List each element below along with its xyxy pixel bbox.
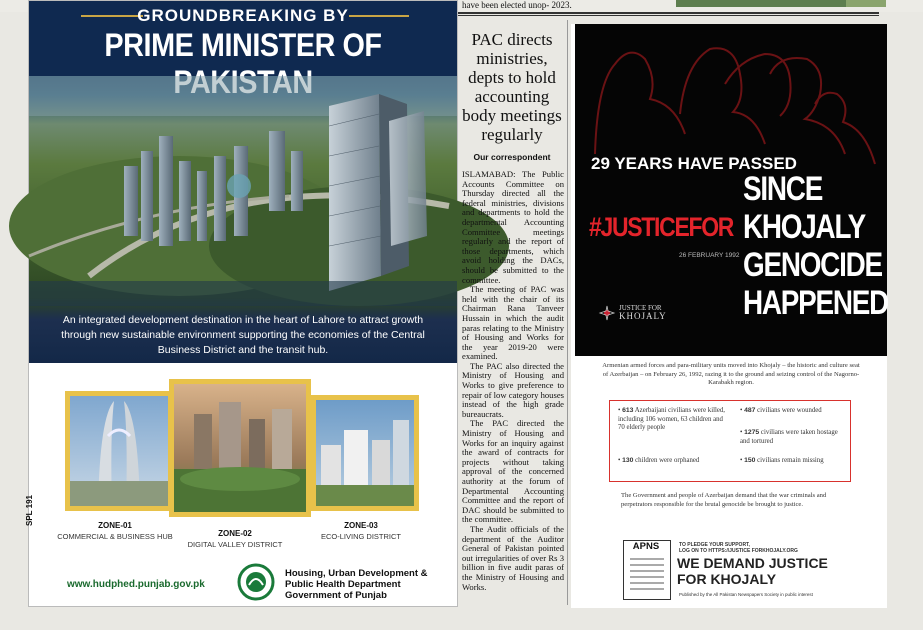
stat-text: Azerbaijani civilians were killed, including 106 women, 63 children and 70 elderly people: [618, 407, 725, 431]
city-rendering-image: [29, 76, 457, 306]
article-paragraph: The Audit officials of the department of the Auditor General of Pakistan pointed out irregularities of over Rs 3 billion in five audit paras of the Ministry of Housing and Works.: [462, 523, 564, 592]
department-name: [285, 568, 428, 601]
article-paragraph: The meeting of PAC was held with the chair of its Chairman Rana Tanveer Hussain in which the audit paras relating to the Ministry of Housing and Works for the year 2019-20 were examined.: [462, 284, 564, 362]
big-word-happened: HAPPENED: [743, 284, 889, 322]
years-passed-text: 29 YEARS HAVE PASSED: [591, 154, 797, 173]
ad-description: An integrated development destination in the heart of Lahore to attract growth through new sustainable environment supporting the economies of the Central Business District and the transit hub.: [61, 314, 425, 356]
stat-text: civilians were wounded: [757, 407, 822, 414]
casualty-stats-box: [609, 400, 851, 482]
stat-number: 613: [622, 407, 634, 414]
zone-03-code: ZONE-03: [344, 521, 378, 530]
justice-logo-text: [619, 304, 667, 320]
twin-towers-icon: [70, 396, 168, 506]
stat-number: 487: [744, 407, 756, 414]
logo-line-1: JUSTICE FOR: [619, 304, 662, 312]
eco-living-image: [316, 400, 414, 506]
ad-website-link[interactable]: www.hudphed.punjab.gov.pk: [67, 579, 205, 590]
top-color-bar-2: [846, 0, 886, 7]
department-line-3: Government of Punjab: [285, 590, 387, 601]
azerbaijan-demand-text: The Government and people of Azerbaijan demand that the war criminals and perpetrators responsible for the brutal genocide be brought to justice.: [621, 492, 827, 508]
logo-line-2: KHOJALY: [619, 311, 667, 321]
stat-text: children were orphaned: [635, 457, 700, 464]
zone-01-name: COMMERCIAL & BUSINESS HUB: [57, 532, 173, 541]
stat-hostage: • 1275 civilians were taken hostage and tortured: [740, 429, 838, 445]
department-line-2: Public Health Department: [285, 579, 401, 590]
stat-number: 150: [744, 457, 756, 464]
armenian-forces-text: Armenian armed forces and para-military units moved into Khojaly – the historic and culture seat of Azerbaijan – on February 26, 1992, razing it to the ground and seizing control of the Nagorno- Karabakh region.: [602, 362, 860, 386]
groundbreaking-advertisement: [25, 0, 458, 607]
justice-panel: [575, 24, 887, 356]
article-paragraph: The PAC directed the Ministry of Housing and Works for an inquiry against the award of contracts for projects without taking approval of the concerned authority at the forum of Departmental Accounting Committee and the report of DAC should be submitted to the committee.: [462, 418, 564, 525]
stat-number: 1275: [744, 429, 760, 436]
zone-02-image: [169, 379, 311, 517]
big-word-since: SINCE: [743, 170, 823, 208]
stat-number: 130: [622, 457, 634, 464]
stat-text: civilians remain missing: [757, 457, 824, 464]
stat-text: civilians were taken hostage and tortured: [740, 429, 838, 445]
digital-valley-image: [174, 384, 306, 512]
column-divider: [567, 20, 568, 605]
stat-killed: • 613 Azerbaijani civilians were killed, including 106 women, 63 children and 70 elderly people: [618, 407, 725, 431]
zone-01-image: [65, 391, 173, 511]
khojaly-advertisement: [571, 24, 887, 608]
zone-02-name: DIGITAL VALLEY DISTRICT: [187, 540, 283, 549]
punjab-government-emblem-icon: [235, 563, 277, 601]
stat-wounded: • 487 civilians were wounded: [740, 407, 822, 414]
stat-missing: • 150 civilians remain missing: [740, 457, 824, 464]
article-body: [462, 170, 564, 592]
spl-code: SPL 191: [25, 495, 34, 526]
apns-label: APNS: [632, 541, 660, 552]
published-by-text: Published by the All Pakistan Newspapers Society in public interest: [679, 592, 813, 597]
pledge-line-1: TO PLEDGE YOUR SUPPORT,: [679, 542, 750, 548]
zone-01-code: ZONE-01: [98, 521, 132, 530]
column-rule: [458, 12, 879, 14]
previous-article-tail: have been elected unop- 2023.: [462, 0, 572, 10]
zone-03-name: ECO-LIVING DISTRICT: [320, 532, 401, 541]
top-color-bar: [676, 0, 846, 7]
article-byline: Our correspondent: [473, 152, 551, 162]
demand-line-1: WE DEMAND JUSTICE: [677, 555, 828, 571]
big-word-khojaly: KHOJALY: [743, 208, 866, 246]
ad-headline: PRIME MINISTER OF: [104, 27, 382, 63]
newspaper-icon: [628, 555, 666, 595]
demand-justice-text: [677, 555, 828, 587]
department-line-1: Housing, Urban Development &: [285, 568, 428, 579]
justice-hashtag: #JUSTICEFOR: [589, 212, 734, 242]
zone-03-image: [311, 395, 419, 511]
demand-line-2: FOR KHOJALY: [677, 571, 777, 587]
article-paragraph: ISLAMABAD: The Public Accounts Committee on Thursday directed all the federal ministries, divisions and departments to hold the departmental Accounting Committee meetings regularly and the report of those departments, which avoid holding the DACs, should be submitted to the committee.: [462, 169, 564, 285]
justice-flower-icon: [599, 305, 615, 321]
genocide-date: 26 FEBRUARY 1992: [679, 252, 740, 259]
ad-tagline: GROUNDBREAKING BY: [137, 6, 349, 25]
column-rule-thin: [458, 15, 879, 16]
article-headline: PAC directs ministries, depts to hold accounting body meetings regularly: [462, 30, 562, 144]
article-paragraph: The PAC also directed the Ministry of Housing and Works to give preference to repair of low category houses instead of the high grade bureaucrats.: [462, 360, 564, 419]
stat-orphaned: • 130 children were orphaned: [618, 457, 700, 464]
zone-02-code: ZONE-02: [218, 529, 252, 538]
pledge-text: [679, 542, 798, 554]
pledge-line-2[interactable]: LOG ON TO HTTPS://JUSTICE FORKHOJALY.ORG: [679, 548, 798, 554]
big-word-genocide: GENOCIDE: [743, 246, 882, 284]
